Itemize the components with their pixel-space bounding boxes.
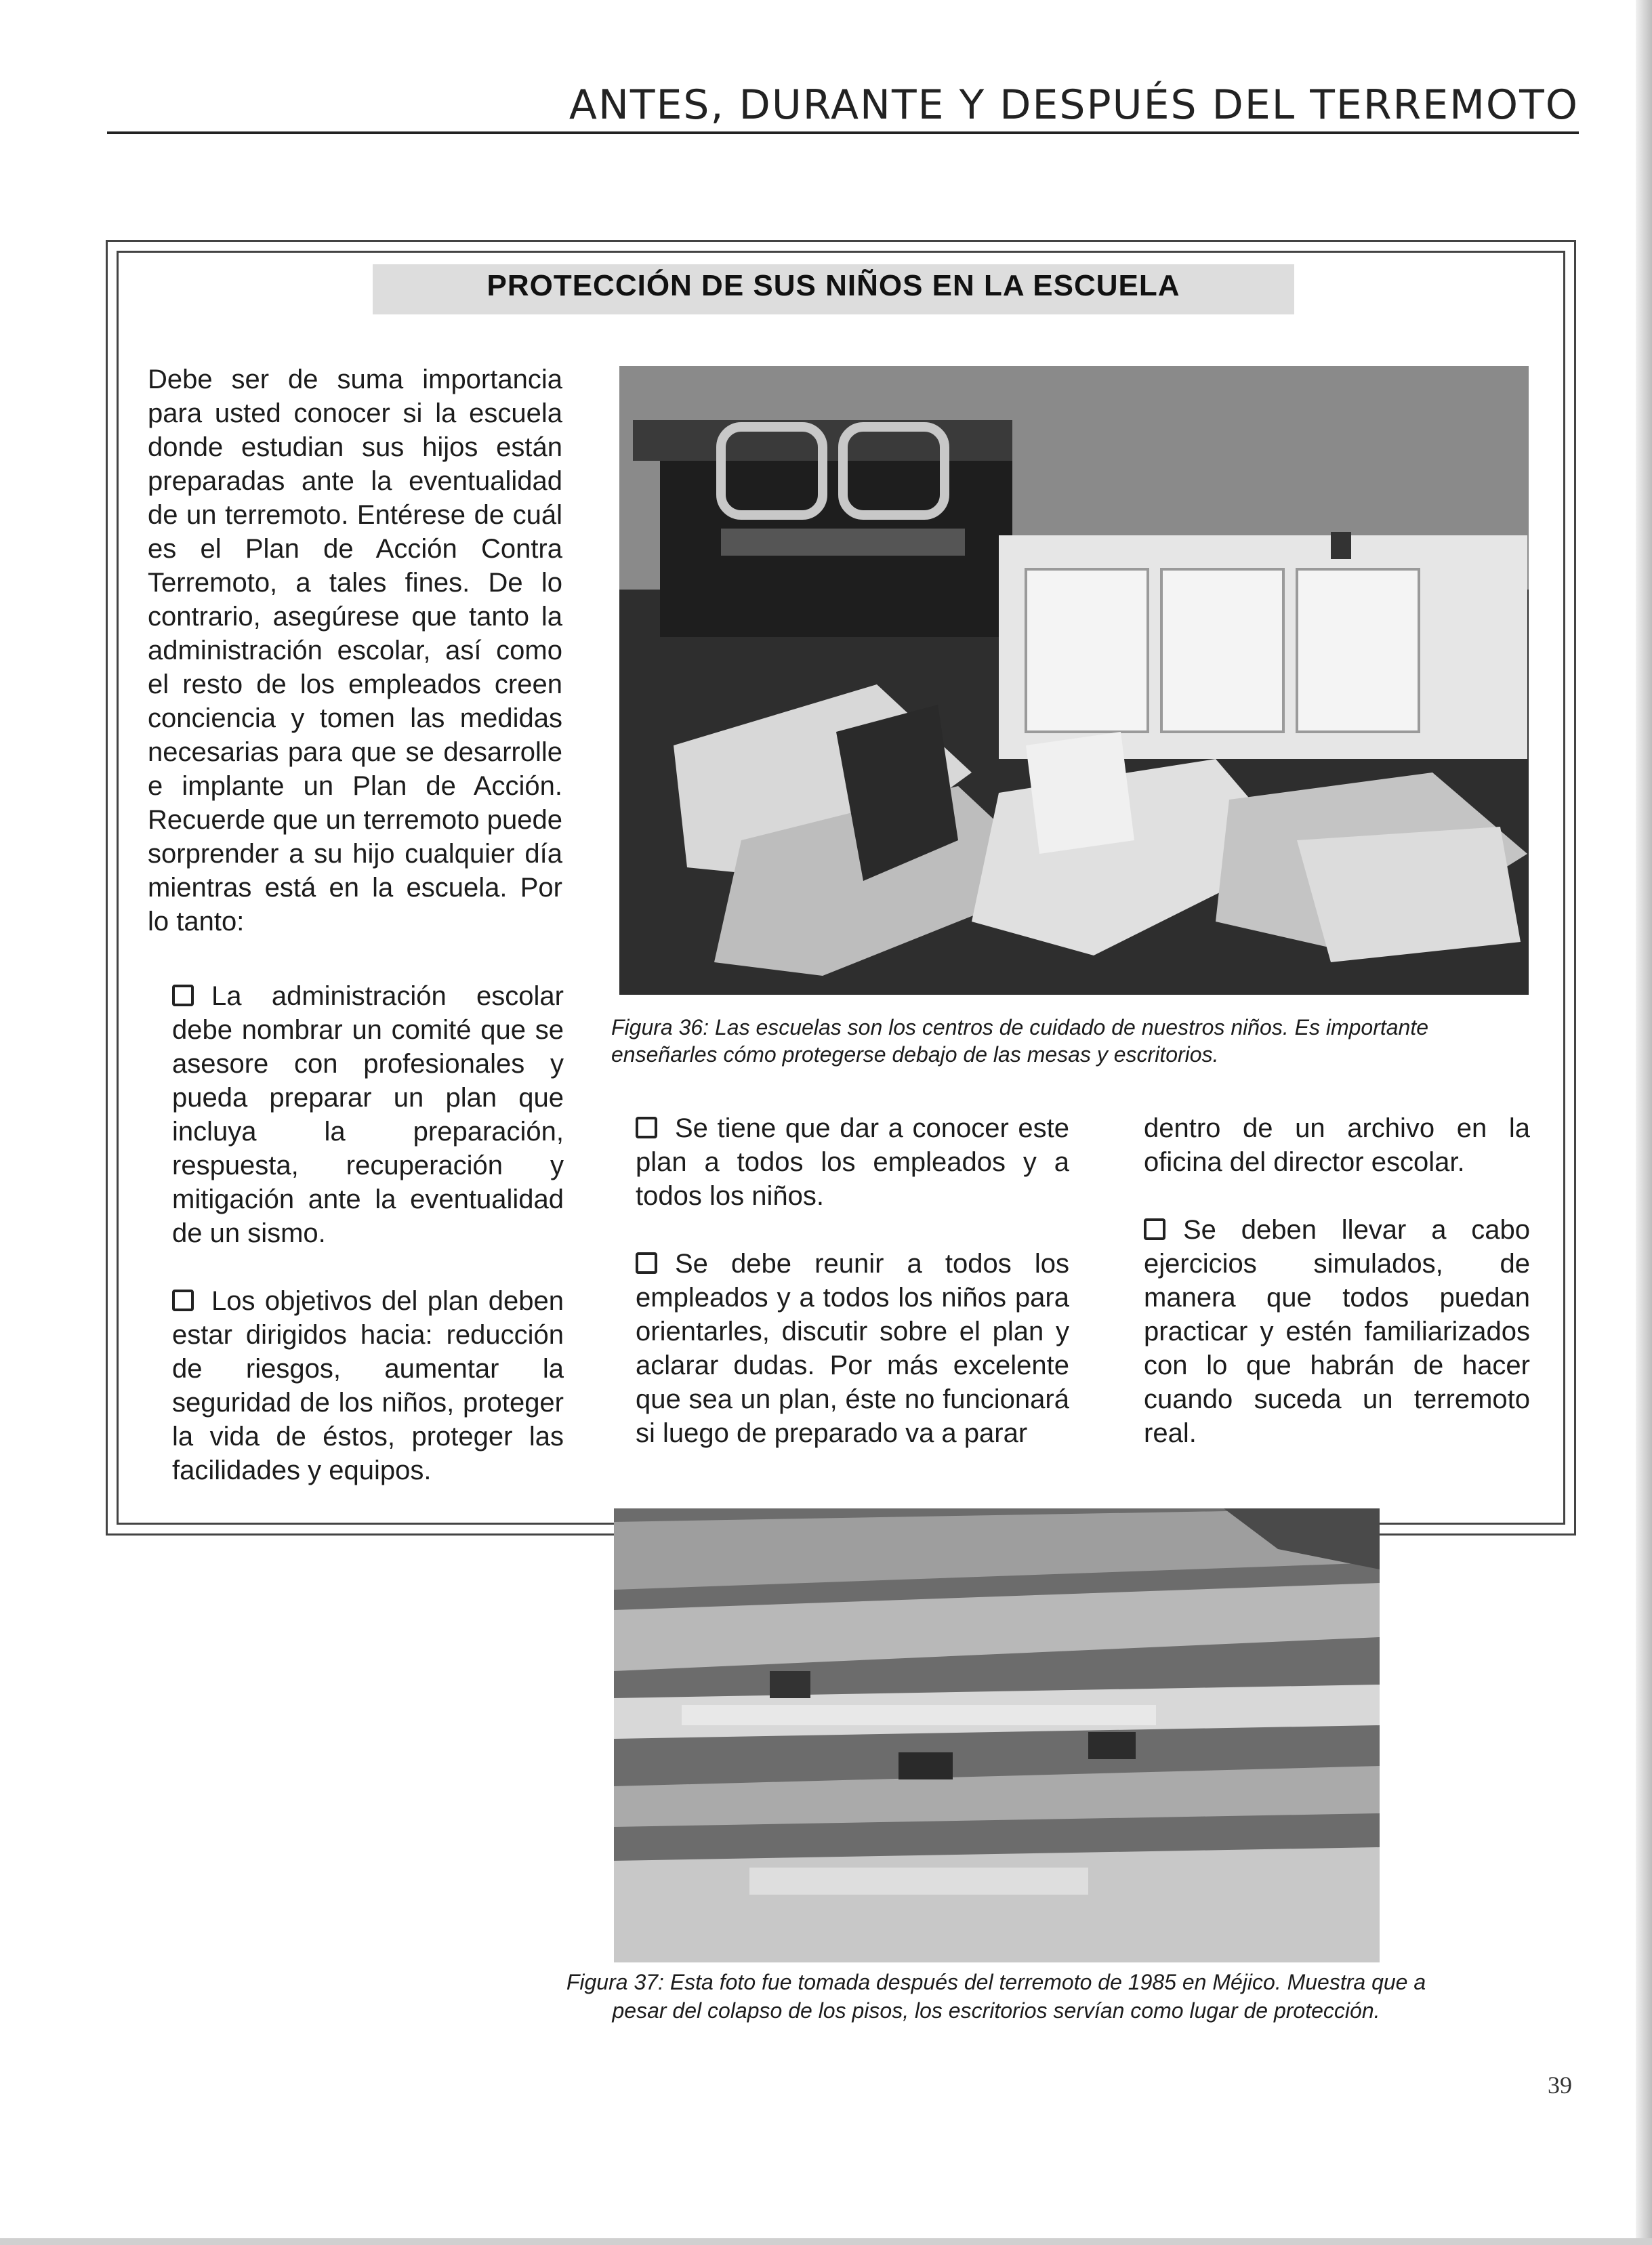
bullet-item [172, 1284, 564, 1487]
figure-37-caption: Figura 37: Esta foto fue tomada después del terremoto de 1985 en Méjico. Muestra que a pesar del colapso de los pisos, los escritorios servían como lugar de protección. [566, 1970, 1426, 2023]
checkbox-bullet-icon [636, 1117, 657, 1138]
right-bullets-column [1144, 1111, 1530, 1450]
bullet-text: Se tiene que dar a conocer este plan a todos los empleados y a todos los niños. [636, 1113, 1069, 1211]
classroom-desks-books-image [619, 366, 1529, 995]
running-header-title: ANTES, DURANTE Y DESPUÉS DEL TERREMOTO [569, 81, 1579, 129]
box-title: PROTECCIÓN DE SUS NIÑOS EN LA ESCUELA [487, 269, 1180, 302]
header-rule [107, 131, 1579, 134]
figure-36-caption: Figura 36: Las escuelas son los centros de cuidado de nuestros niños. Es importante enseñarles cómo protegerse debajo de las mesas y escritorios. [611, 1015, 1429, 1067]
intro-paragraph: Debe ser de suma importancia para usted conocer si la escuela donde estudian sus hijos están preparadas ante la eventualidad de un terremoto. Entérese de cuál es el Plan de Acción Contra Terremoto, a tales fines. De lo contrario, asegúrese que tanto la administración escolar, así como el resto de los empleados creen conciencia y tomen las medidas necesarias para que se desarrolle e implante un Plan de Acción. Recuerde que un terremoto puede sorprender a su hijo cualquier día mientras está en la escuela. Por lo tanto: [148, 365, 562, 936]
bullet-text: Se debe reunir a todos los empleados y a todos los niños para orientarles, discutir sobre el plan y aclarar dudas. Por más excelente que sea un plan, éste no funcionará si luego de preparado va a parar [636, 1249, 1069, 1448]
bullet-text: Se deben llevar a cabo ejercicios simulados, de manera que todos puedan practicar y estén familiarizados con lo que habrán de hacer cuando suceda un terremoto real. [1144, 1215, 1530, 1448]
bullet-item [636, 1111, 1069, 1213]
figure-37-photo [614, 1508, 1380, 1962]
intro-column [148, 363, 562, 939]
page-number: 39 [1548, 2072, 1572, 2099]
checkbox-bullet-icon [172, 985, 194, 1006]
left-bullets-column [172, 979, 564, 1487]
page-bottom-edge [0, 2238, 1652, 2245]
middle-bullets-column [636, 1111, 1069, 1450]
figure-36-photo [619, 366, 1529, 995]
page-edge-shadow [1636, 0, 1652, 2245]
bullet-text: Los objetivos del plan deben estar dirigidos hacia: reducción de riesgos, aumentar la seguridad de los niños, proteger la vida de éstos, proteger las facilidades y equipos. [172, 1286, 564, 1485]
checkbox-bullet-icon [1144, 1218, 1165, 1240]
bullet-continuation: dentro de un archivo en la oficina del director escolar. [1144, 1113, 1530, 1177]
bullet-item [1144, 1213, 1530, 1450]
bullet-item [172, 979, 564, 1250]
bullet-text: La administración escolar debe nombrar un comité que se asesore con profesionales y pueda preparar un plan que incluya la preparación, respuesta, recuperación y mitigación ante la eventualidad de un sismo. [172, 981, 564, 1248]
collapsed-building-image [614, 1508, 1380, 1962]
checkbox-bullet-icon [172, 1290, 194, 1311]
bullet-item [636, 1247, 1069, 1450]
checkbox-bullet-icon [636, 1252, 657, 1274]
